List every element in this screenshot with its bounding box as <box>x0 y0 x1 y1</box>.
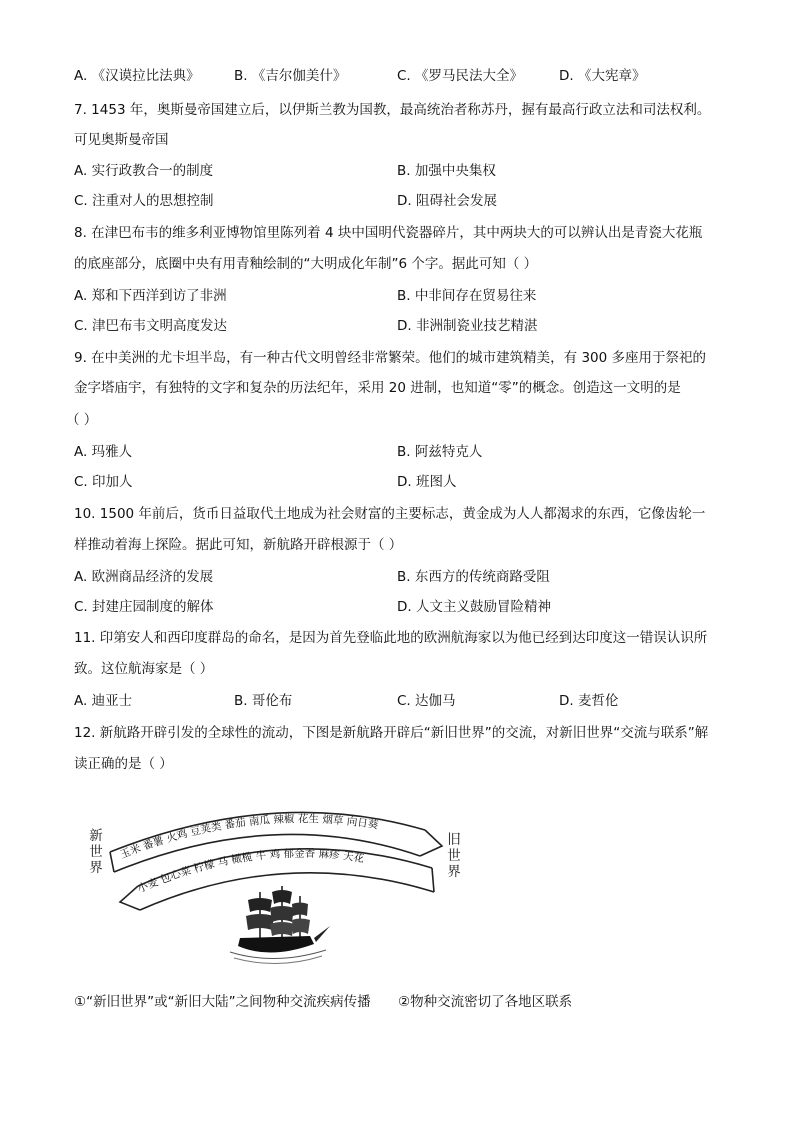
q11-stem-line1: 11. 印第安人和西印度群岛的命名，是因为首先登临此地的欧洲航海家以为他已经到达印度这一错误认识所 <box>74 630 708 646</box>
q7-option-c: C. 注重对人的思想控制 <box>74 193 214 209</box>
q9-stem-line2: 金字塔庙宇，有独特的文字和复杂的历法纪年，采用 20 进制，也知道“零”的概念。创造这一文明的是 <box>74 380 681 396</box>
exchange-arrows <box>80 790 480 980</box>
q9-option-c: C. 印加人 <box>74 474 133 490</box>
top-arrow-text: 玉米 番薯 火鸡 豆荚类 番茄 南瓜 辣椒 花生 烟草 向日葵 <box>118 813 380 862</box>
q8-stem-line2: 的底座部分，底圈中央有用青釉绘制的“大明成化年制”6 个字。据此可知（ ） <box>74 256 538 272</box>
q7-option-d: D. 阻碍社会发展 <box>397 193 497 209</box>
new-world-label: 新 世 界 <box>89 828 103 876</box>
q12-stem-line1: 12. 新航路开辟引发的全球性的流动，下图是新航路开辟后“新旧世界”的交流，对新旧世界“交流与联系”解 <box>74 725 709 741</box>
exchange-diagram <box>80 790 480 980</box>
q9-option-b: B. 阿兹特克人 <box>397 444 483 460</box>
q10-option-a: A. 欧洲商品经济的发展 <box>74 569 214 585</box>
q12-stem-line2: 读正确的是（ ） <box>74 756 173 772</box>
q6-option-a: A. 《汉谟拉比法典》 <box>74 68 200 84</box>
statement-2: ②物种交流密切了各地区联系 <box>398 994 573 1010</box>
q10-stem-line1: 10. 1500 年前后，货币日益取代土地成为社会财富的主要标志，黄金成为人人都渴求的东西，它像齿轮一 <box>74 506 706 522</box>
q11-stem-line2: 致。这位航海家是（ ） <box>74 661 214 677</box>
q11-option-d: D. 麦哲伦 <box>559 693 619 709</box>
q11-option-a: A. 迪亚士 <box>74 693 133 709</box>
q6-option-c: C. 《罗马民法大全》 <box>397 68 524 84</box>
old-world-label: 旧 世 界 <box>447 832 461 880</box>
q8-stem-line1: 8. 在津巴布韦的维多利亚博物馆里陈列着 4 块中国明代瓷器碎片，其中两块大的可以辨认出是青瓷大花瓶 <box>74 225 703 241</box>
bottom-arrow-text: 小麦 包心菜 柠檬 马 橄榄 牛 鸡 郁金香 麻疹 天花 <box>135 847 365 896</box>
q9-stem-line1: 9. 在中美洲的尤卡坦半岛，有一种古代文明曾经非常繁荣。他们的城市建筑精美，有 300 多座用于祭祀的 <box>74 350 707 366</box>
q10-stem-line2: 样推动着海上探险。据此可知，新航路开辟根源于（ ） <box>74 537 403 553</box>
q7-stem-line2: 可见奥斯曼帝国 <box>74 132 169 148</box>
statement-1: ①“新旧世界”或“新旧大陆”之间物种交流疾病传播 <box>74 994 371 1010</box>
q7-option-a: A. 实行政教合一的制度 <box>74 163 214 179</box>
q11-option-c: C. 达伽马 <box>397 693 456 709</box>
q10-option-d: D. 人文主义鼓励冒险精神 <box>397 599 551 615</box>
q10-option-c: C. 封建庄园制度的解体 <box>74 599 214 615</box>
q8-option-a: A. 郑和下西洋到访了非洲 <box>74 288 227 304</box>
q11-option-b: B. 哥伦布 <box>234 693 293 709</box>
q8-option-d: D. 非洲制瓷业技艺精湛 <box>397 318 538 334</box>
q6-option-d: D. 《大宪章》 <box>559 68 646 84</box>
q8-option-b: B. 中非间存在贸易往来 <box>397 288 537 304</box>
svg-text:小麦 包心菜 柠檬 马 橄榄 牛 鸡 郁金香 麻疹 天花 <box>136 847 366 896</box>
q6-option-b: B. 《吉尔伽美什》 <box>234 68 347 84</box>
q9-option-a: A. 玛雅人 <box>74 444 133 460</box>
q10-option-b: B. 东西方的传统商路受阻 <box>397 569 550 585</box>
q9-stem-line3: （ ） <box>66 412 98 428</box>
q9-option-d: D. 班图人 <box>397 474 457 490</box>
q7-stem-line1: 7. 1453 年，奥斯曼帝国建立后，以伊斯兰教为国教，最高统治者称苏丹，握有最高行政立法和司法权利。 <box>74 102 711 118</box>
q7-option-b: B. 加强中央集权 <box>397 163 496 179</box>
q8-option-c: C. 津巴布韦文明高度发达 <box>74 318 228 334</box>
sailing-ship-icon <box>230 886 330 964</box>
